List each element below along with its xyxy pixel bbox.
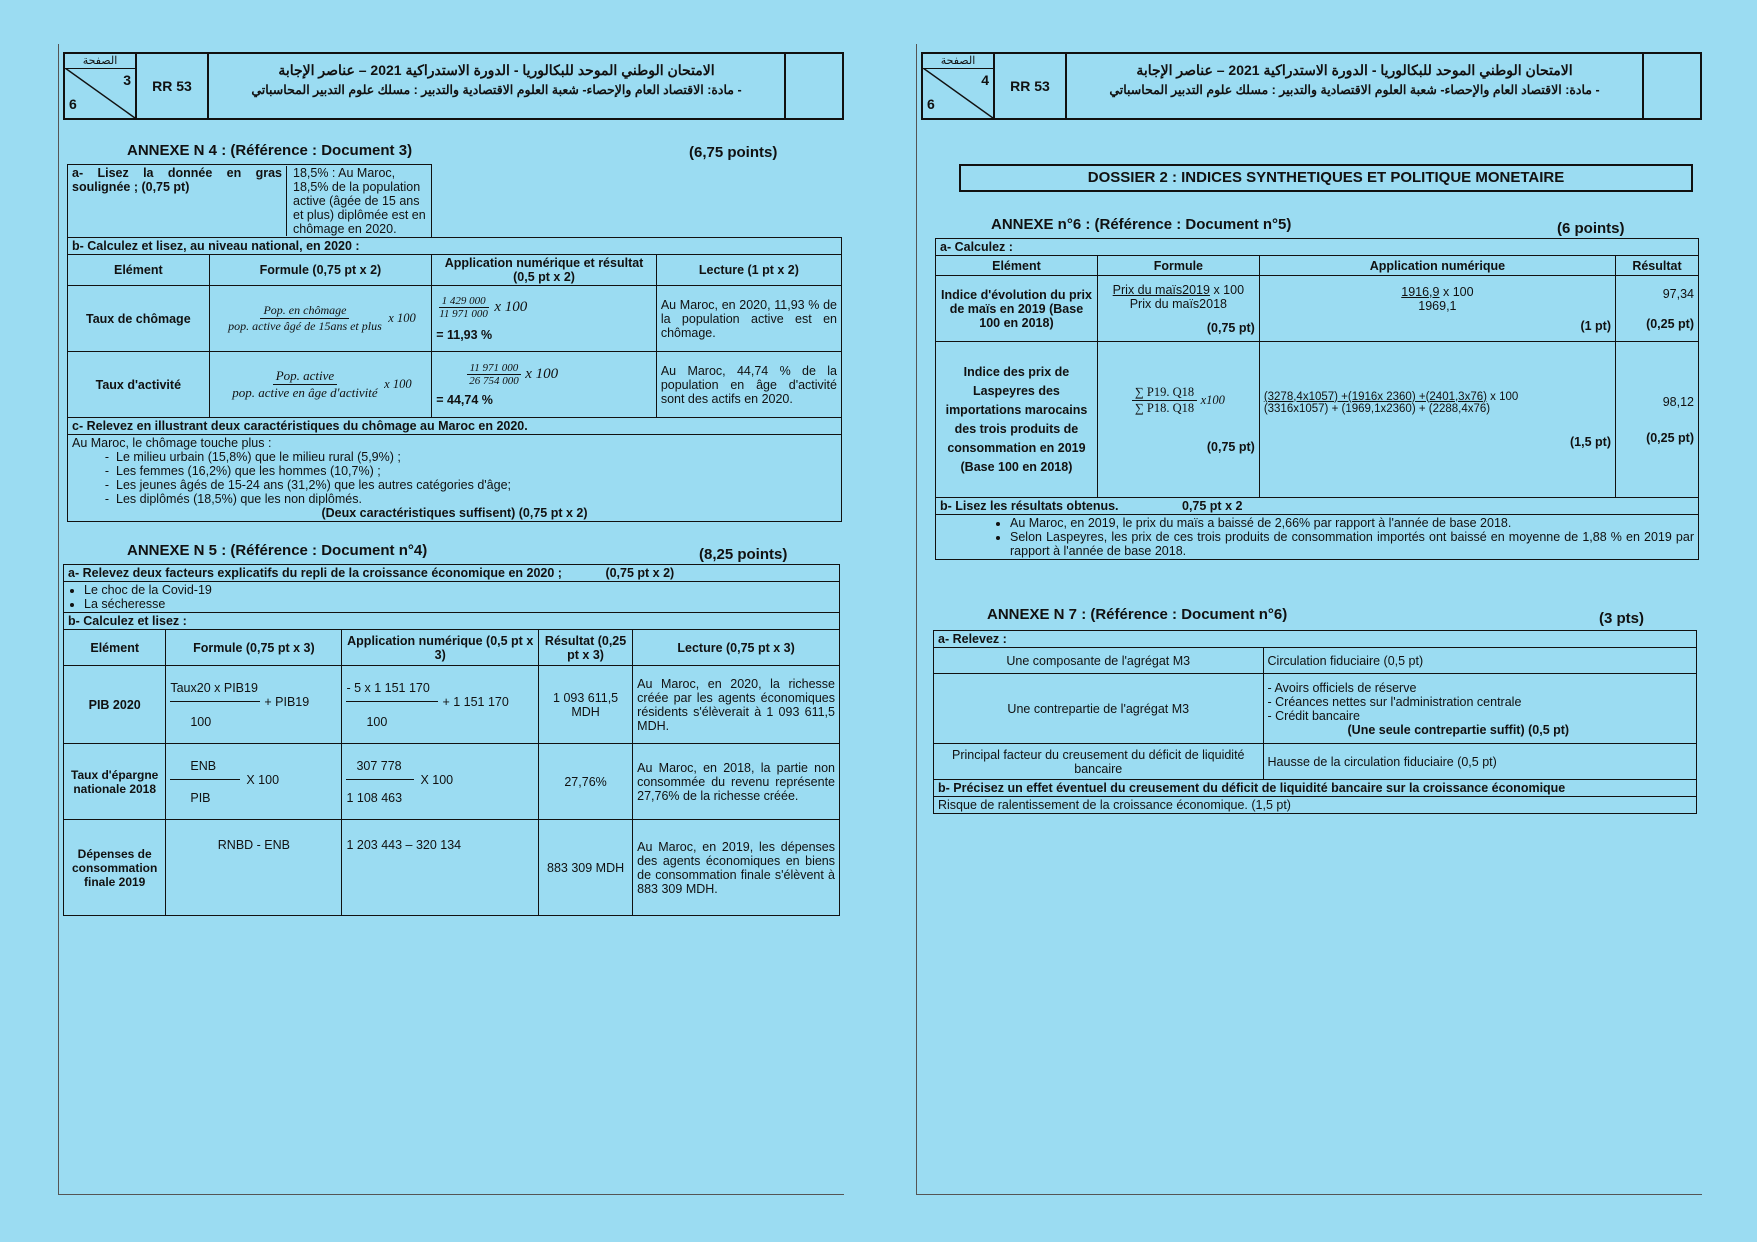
annexe7-table [933,630,1697,814]
a7-question: a- Relevez : [934,631,1697,648]
col-header-application: Application numérique (0,5 pt x 3) [342,630,539,666]
col-header-element: Elément [68,255,210,286]
app-denominator: 1969,1 [1418,298,1457,313]
app-denominator: 11 971 000 [439,308,488,320]
title-line-2: - مادة: الاقتصاد العام والإحصاء- شعبة العلوم الاقتصادية والتدبير : مسلك علوم التدبير المحاسباتي [251,83,742,97]
col-header-application: Application numérique et résultat (0,5 pt x 2) [432,255,657,286]
b6-points: 0,75 pt x 2 [1182,499,1243,513]
list-item: - Crédit bancaire [1267,708,1360,723]
formula-bottom: PIB [190,790,211,805]
col-header-resultat: Résultat [1616,256,1699,276]
formula-numerator: Pop. en chômage [260,303,349,319]
row-lecture: Au Maroc, en 2020, la richesse créée par les agents économiques résidents s'élèverait à 1 093 611,5 MDH. [633,666,840,744]
app-numerator: (3278,4x1057) +(1916x 2360) +(2401,3x76) [1263,390,1487,403]
col-header-lecture: Lecture (0,75 pt x 3) [633,630,840,666]
formula-points: (0,75 pt) [1206,320,1255,335]
title-line-2: - مادة: الاقتصاد العام والإحصاء- شعبة العلوم الاقتصادية والتدبير : مسلك علوم التدبير المحاسباتي [1109,83,1600,97]
list-item: • Selon Laspeyres, les prix de ces trois produits de consommation importés ont baissé en moyenne de 1,88 % en 2019 par rapport à l'année de base 2018. [1010,530,1694,558]
col-header-formule: Formule (0,75 pt x 2) [209,255,432,286]
row-result: 883 309 MDH [538,820,632,916]
row-application [1259,276,1615,342]
annexe6-points: (6 points) [1557,220,1625,237]
b7-question: b- Précisez un effet éventuel du creusement du déficit de liquidité bancaire sur la croissance économique [934,780,1697,797]
annexe5-points: (8,25 points) [699,546,788,563]
exam-title [1067,54,1644,118]
row-lecture: Au Maroc, en 2018, la partie non consommée du revenu représente 27,76% de la richesse créée. [633,744,840,820]
total-pages: 6 [927,96,935,112]
row-element: Indice des prix de Laspeyres des importations marocains des trois produits de consommation en 2019 (Base 100 en 2018) [936,342,1098,498]
page-number: 4 [981,72,989,88]
row-lecture: Au Maroc, 44,74 % de la population en âge d'activité sont des actifs en 2020. [656,352,841,418]
row-result: = 11,93 % [436,328,493,342]
page-number-box [923,54,995,118]
c-answer [68,435,842,522]
table-row [936,342,1699,498]
exam-code: RR 53 [137,54,209,118]
exam-title [209,54,786,118]
row-element: Indice d'évolution du prix de maïs en 2019 (Base 100 en 2018) [936,276,1098,342]
row-formula [209,286,432,352]
header-blank [1644,54,1700,118]
app-numerator: 1 429 000 [439,295,489,308]
list-item: - Avoirs officiels de réserve [1267,680,1417,695]
row-result: 1 093 611,5 MDH [538,666,632,744]
row-formula [166,666,342,744]
col-header-lecture: Lecture (1 pt x 2) [656,255,841,286]
row-element: Taux d'épargne nationale 2018 [64,744,166,820]
result-points: (0,25 pt) [1646,316,1694,331]
annexe4-points: (6,75 points) [689,144,778,161]
row-element: Dépenses de consommation finale 2019 [64,820,166,916]
row-result: 27,76% [538,744,632,820]
page-right [916,44,1702,1195]
app-points: (1,5 pt) [1570,434,1611,449]
formula-denominator: pop. active en âge d'activité [232,385,378,400]
c-note: (Deux caractéristiques suffisent) (0,75 pt x 2) [321,506,588,520]
a-question-cell [68,165,432,238]
row-application [342,744,539,820]
table-row [64,820,840,916]
table-row [68,352,842,418]
row2-note: (Une seule contrepartie suffit) (0,5 pt) [1347,722,1570,737]
page-label: الصفحة [65,54,135,69]
app-points: (1 pt) [1580,318,1611,333]
app-denominator: 26 754 000 [469,375,519,387]
a-question: a- Lisez la donnée en gras soulignée ; (0,75 pt) [72,166,287,236]
table-row [936,276,1699,342]
page-label: الصفحة [923,54,993,69]
formula-bottom: 100 [190,714,212,729]
formula-denominator: pop. active âgé de 15ans et plus [228,319,382,333]
annexe5-title: ANNEXE N 5 : (Référence : Document n°4) [127,542,428,559]
row-result: = 44,74 % [436,393,493,407]
row-formula: RNBD - ENB [166,820,342,916]
result-value: 97,34 [1662,286,1694,301]
total-pages: 6 [69,96,77,112]
b6-label: b- Lisez les résultats obtenus. [940,499,1119,513]
b6-question [936,498,1699,515]
formula-denominator: ∑ P18. Q18 [1134,401,1195,415]
row-application [432,286,657,352]
table-row [64,744,840,820]
list-item: • Au Maroc, en 2019, le prix du maïs a baissé de 2,66% par rapport à l'année de base 2018. [1010,516,1694,530]
formula-denominator: Prix du maïs2018 [1129,296,1227,311]
app-multiplier: x 100 [494,298,528,315]
annexe7-title: ANNEXE N 7 : (Référence : Document n°6) [987,606,1288,623]
col-header-formule: Formule [1097,256,1259,276]
formula-top: Taux20 x PIB19 [170,680,258,695]
formula-mult: x 100 [1213,282,1245,297]
dossier-title: DOSSIER 2 : INDICES SYNTHETIQUES ET POLITIQUE MONETAIRE [959,164,1693,192]
app-top: 307 778 [356,758,402,773]
row-result [1616,276,1699,342]
app-numerator: 11 971 000 [467,362,522,375]
a5-answer [64,582,840,613]
row-element: Taux d'activité [68,352,210,418]
a5-label: a- Relevez deux facteurs explicatifs du repli de la croissance économique en 2020 ; [68,566,562,580]
row-value [1263,674,1696,744]
row-application [1259,342,1615,498]
list-item: - Les diplômés (18,5%) que les non diplômés. [116,492,837,506]
page-left [58,44,844,1195]
col-header-resultat: Résultat (0,25 pt x 3) [538,630,632,666]
row-application [342,666,539,744]
row-label: Une composante de l'agrégat M3 [934,648,1264,674]
app-top: - 5 x 1 151 170 [346,680,430,695]
row-lecture: Au Maroc, en 2020, 11,93 % de la population active est en chômage. [656,286,841,352]
app-multiplier: x 100 [525,365,559,382]
title-line-1: الامتحان الوطني الموحد للبكالوريا - الدورة الاستدراكية 2021 – عناصر الإجابة [278,62,715,78]
row-value: Hausse de la circulation fiduciaire (0,5 pt) [1263,744,1696,780]
formula-top: ENB [190,758,217,773]
row-label: Une contrepartie de l'agrégat M3 [934,674,1264,744]
row-element: Taux de chômage [68,286,210,352]
row-value: Circulation fiduciaire (0,5 pt) [1263,648,1696,674]
formula-mult: X 100 [246,772,280,787]
app-plus: + 1 151 170 [442,694,509,709]
row-formula [1097,276,1259,342]
title-line-1: الامتحان الوطني الموحد للبكالوريا - الدورة الاستدراكية 2021 – عناصر الإجابة [1136,62,1573,78]
b7-answer: Risque de ralentissement de la croissance économique. (1,5 pt) [934,797,1697,814]
col-header-element: Elément [64,630,166,666]
col-header-element: Elément [936,256,1098,276]
row-application [432,352,657,418]
row-result [1616,342,1699,498]
formula-numerator: ∑ P19. Q18 [1132,385,1197,401]
app-mult: x 100 [1442,284,1474,299]
app-denominator: (3316x1057) + (1969,1x2360) + (2288,4x76) [1263,402,1491,415]
row-formula [166,744,342,820]
table-row [64,666,840,744]
row-formula [209,352,432,418]
b-question: b- Calculez et lisez, au niveau national, en 2020 : [68,238,842,255]
app-numerator: 1916,9 [1401,284,1440,299]
exam-code: RR 53 [995,54,1067,118]
app-bottom: 100 [366,714,388,729]
c-question: c- Relevez en illustrant deux caractéristiques du chômage au Maroc en 2020. [68,418,842,435]
page-header [921,52,1702,120]
col-header-application: Application numérique [1259,256,1615,276]
formula-numerator: Pop. active [273,368,337,385]
formula-multiplier: x 100 [384,376,412,391]
list-item: - Créances nettes sur l'administration centrale [1267,694,1522,709]
row-label: Principal facteur du creusement du déficit de liquidité bancaire [934,744,1264,780]
row-formula [1097,342,1259,498]
formula-mult: x100 [1200,392,1225,407]
a-answer: 18,5% : Au Maroc, 18,5% de la population active (âgée de 15 ans et plus) diplômée est en chômage en 2020. [293,166,426,236]
table-row [68,286,842,352]
formula-multiplier: x 100 [388,310,416,325]
formula-points: (0,75 pt) [1206,440,1255,454]
result-value: 98,12 [1662,394,1694,409]
annexe6-title: ANNEXE n°6 : (Référence : Document n°5) [991,216,1292,233]
page-number: 3 [123,72,131,88]
result-points: (0,25 pt) [1646,430,1694,445]
list-item: - Les femmes (16,2%) que les hommes (10,7%) ; [116,464,837,478]
header-blank [786,54,842,118]
page-header [63,52,844,120]
app-mult: X 100 [420,772,454,787]
app-bottom: 1 108 463 [346,790,403,805]
row-application: 1 203 443 – 320 134 [342,820,539,916]
row-lecture: Au Maroc, en 2019, les dépenses des agents économiques en biens de consommation finale s'élèvent à 883 309 MDH. [633,820,840,916]
formula-plus: + PIB19 [264,694,310,709]
a5-question [64,565,840,582]
c-intro: Au Maroc, le chômage touche plus : [72,436,272,450]
col-header-formule: Formule (0,75 pt x 3) [166,630,342,666]
list-item: • La sécheresse [84,597,835,611]
annexe5-table [63,564,840,916]
list-item: • Le choc de la Covid-19 [84,583,835,597]
annexe4-table [67,164,842,522]
list-item: - Les jeunes âgés de 15-24 ans (31,2%) que les autres catégories d'âge; [116,478,837,492]
a5-points: (0,75 pt x 2) [605,566,675,580]
row-element: PIB 2020 [64,666,166,744]
annexe4-title: ANNEXE N 4 : (Référence : Document 3) [127,142,413,159]
b6-answer [936,515,1699,560]
list-item: - Le milieu urbain (15,8%) que le milieu rural (5,9%) ; [116,450,837,464]
b5-question: b- Calculez et lisez : [64,613,840,630]
formula-numerator: Prix du maïs2019 [1112,282,1210,297]
app-mult: x 100 [1490,390,1519,403]
a6-question: a- Calculez : [936,239,1699,256]
page-number-box [65,54,137,118]
annexe7-points: (3 pts) [1599,610,1644,627]
annexe6-table [935,238,1699,560]
